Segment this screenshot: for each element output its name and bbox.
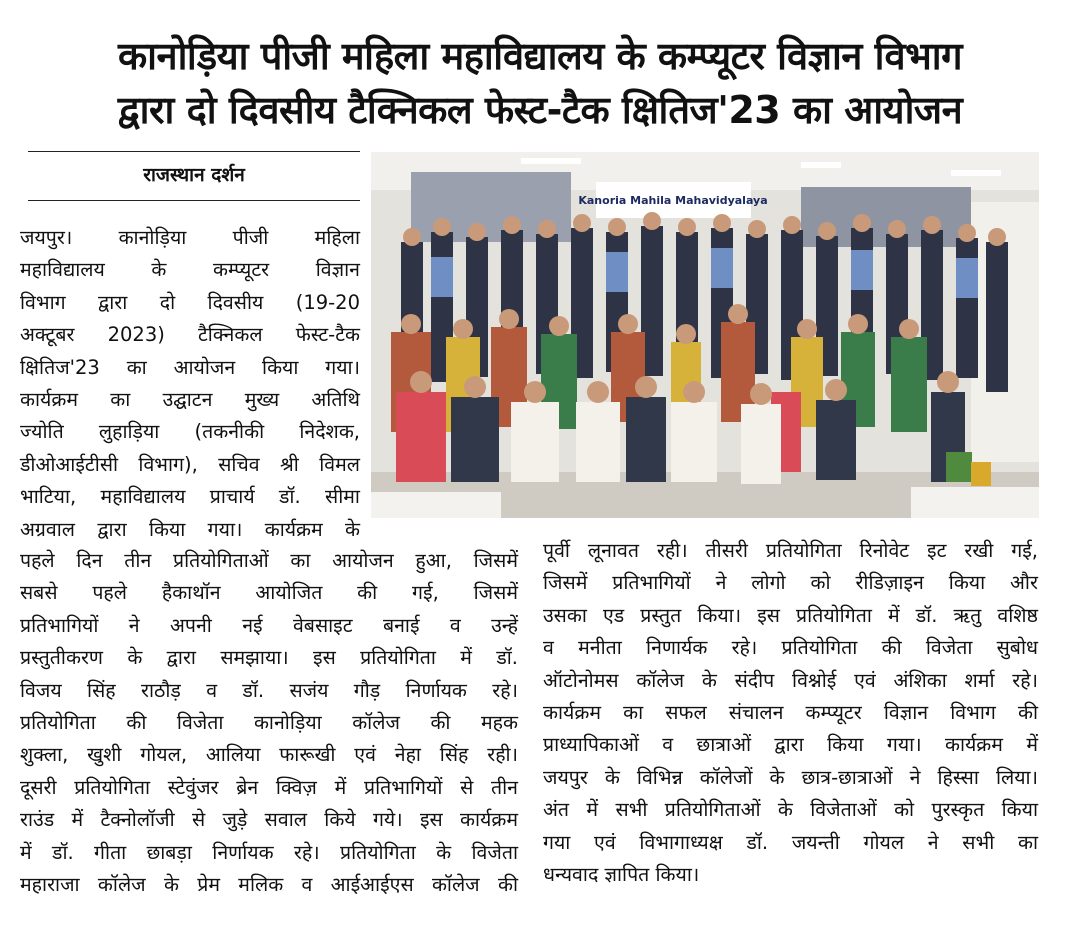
headline-line-1: कानोड़िया पीजी महिला महाविद्यालय के कम्प्यूटर विज्ञान विभाग [117, 34, 963, 78]
article-line: महाराजा कॉलेज के प्रेम मलिक व आईआईएस कॉलेज की [20, 873, 518, 897]
article-line: प्रतिभागियों ने अपनी नई वेबसाइट बनाई व उन्हें [20, 613, 518, 637]
article-line: पहले दिन तीन प्रतियोगिताओं का आयोजन हुआ, जिसमें [20, 549, 518, 572]
article-line: गया एवं विभागाध्यक्ष डॉ. जयन्ती गोयल ने सभी का [543, 830, 1038, 854]
article-line: कार्यक्रम का उद्घाटन मुख्य अतिथि [20, 388, 360, 412]
source-top-rule [28, 151, 360, 152]
article-line: दूसरी प्रतियोगिता स्टेवुंजर ब्रेन क्विज़ में प्रतिभागियों से तीन [20, 775, 518, 799]
article-line: राउंड में टैक्नोलॉजी से जुड़े सवाल किये गये। इस कार्यक्रम [20, 808, 518, 832]
article-line: ज्योति लुहाड़िया (तकनीकी निदेशक, [20, 420, 360, 444]
article-line: महाविद्यालय के कम्प्यूटर विज्ञान [20, 258, 360, 282]
article-line: सबसे पहले हैकाथॉन आयोजित की गई, जिसमें [20, 581, 518, 605]
article-line: भाटिया, महाविद्यालय प्राचार्य डॉ. सीमा [20, 485, 360, 509]
article-line: अंत में सभी प्रतियोगिताओं के विजेताओं को पुरस्कृत किया [543, 798, 1038, 822]
article-line: अग्रवाल द्वारा किया गया। कार्यक्रम के [20, 517, 360, 541]
article-line: क्षितिज'23 का आयोजन किया गया। [20, 355, 360, 379]
article-line: में डॉ. गीता छाबड़ा निर्णायक रहे। प्रतियोगिता के विजेता [20, 840, 518, 864]
article-line: जयपुर। कानोड़िया पीजी महिला [20, 226, 360, 249]
article-line: कार्यक्रम का सफल संचालन कम्प्यूटर विज्ञान विभाग की [543, 701, 1038, 725]
banner-text: Kanoria Mahila Mahavidyalaya [578, 194, 768, 207]
article-line: विभाग द्वारा दो दिवसीय (19-20 [20, 290, 360, 314]
article-line: पूर्वी लूनावत रही। तीसरी प्रतियोगिता रिनोवेट इट रखी गई, [543, 539, 1038, 562]
article-line: व मनीता निणार्यक रहे। प्रतियोगिता की विजेता सुबोध [543, 636, 1038, 660]
source-label: राजस्थान दर्शन [143, 164, 245, 186]
article-line: प्रस्तुतीकरण के द्वारा समझाया। इस प्रतियोगिता में डॉ. [20, 646, 518, 670]
article-line: जयपुर के विभिन्न कॉलेजों के छात्र-छात्राओं ने हिस्सा लिया। [543, 765, 1038, 789]
article-line: ऑटोनोमस कॉलेज के संदीप विश्नोई एवं अंशिका शर्मा रहे। [543, 668, 1038, 692]
source-bottom-rule [28, 200, 360, 201]
headline-line-2: द्वारा दो दिवसीय टैक्निकल फेस्ट-टैक क्षितिज'23 का आयोजन [117, 88, 963, 132]
article-line: प्रतियोगिता की विजेता कानोड़िया कॉलेज की महक [20, 711, 518, 735]
group-photo-illustration [371, 152, 1039, 518]
article-lead-column [20, 222, 360, 546]
article-line: जिसमें प्रतिभागियों ने लोगो को रीडिज़ाइन किया और [543, 571, 1038, 595]
article-line: धन्यवाद ज्ञापित किया। [543, 863, 700, 887]
article-line: उसका एड प्रस्तुत किया। इस प्रतियोगिता में डॉ. ऋतु वशिष्ठ [543, 603, 1038, 627]
article-wide-column [20, 545, 518, 901]
article-line: शुक्ला, खुशी गोयल, आलिया फारूखी एवं नेहा सिंह रही। [20, 743, 518, 767]
article-line: विजय सिंह राठौड़ व डॉ. सजंय गौड़ निर्णायक रहे। [20, 678, 518, 702]
article-right-column [543, 535, 1038, 891]
article-line: डीओआईटीसी विभाग), सचिव श्री विमल [20, 452, 360, 476]
article-line: प्राध्यापिकाओं व छात्राओं द्वारा किया गया। कार्यक्रम में [543, 733, 1038, 757]
event-group-photo [371, 152, 1039, 518]
article-line: अक्टूबर 2023) टैक्निकल फेस्ट-टैक [20, 323, 360, 347]
